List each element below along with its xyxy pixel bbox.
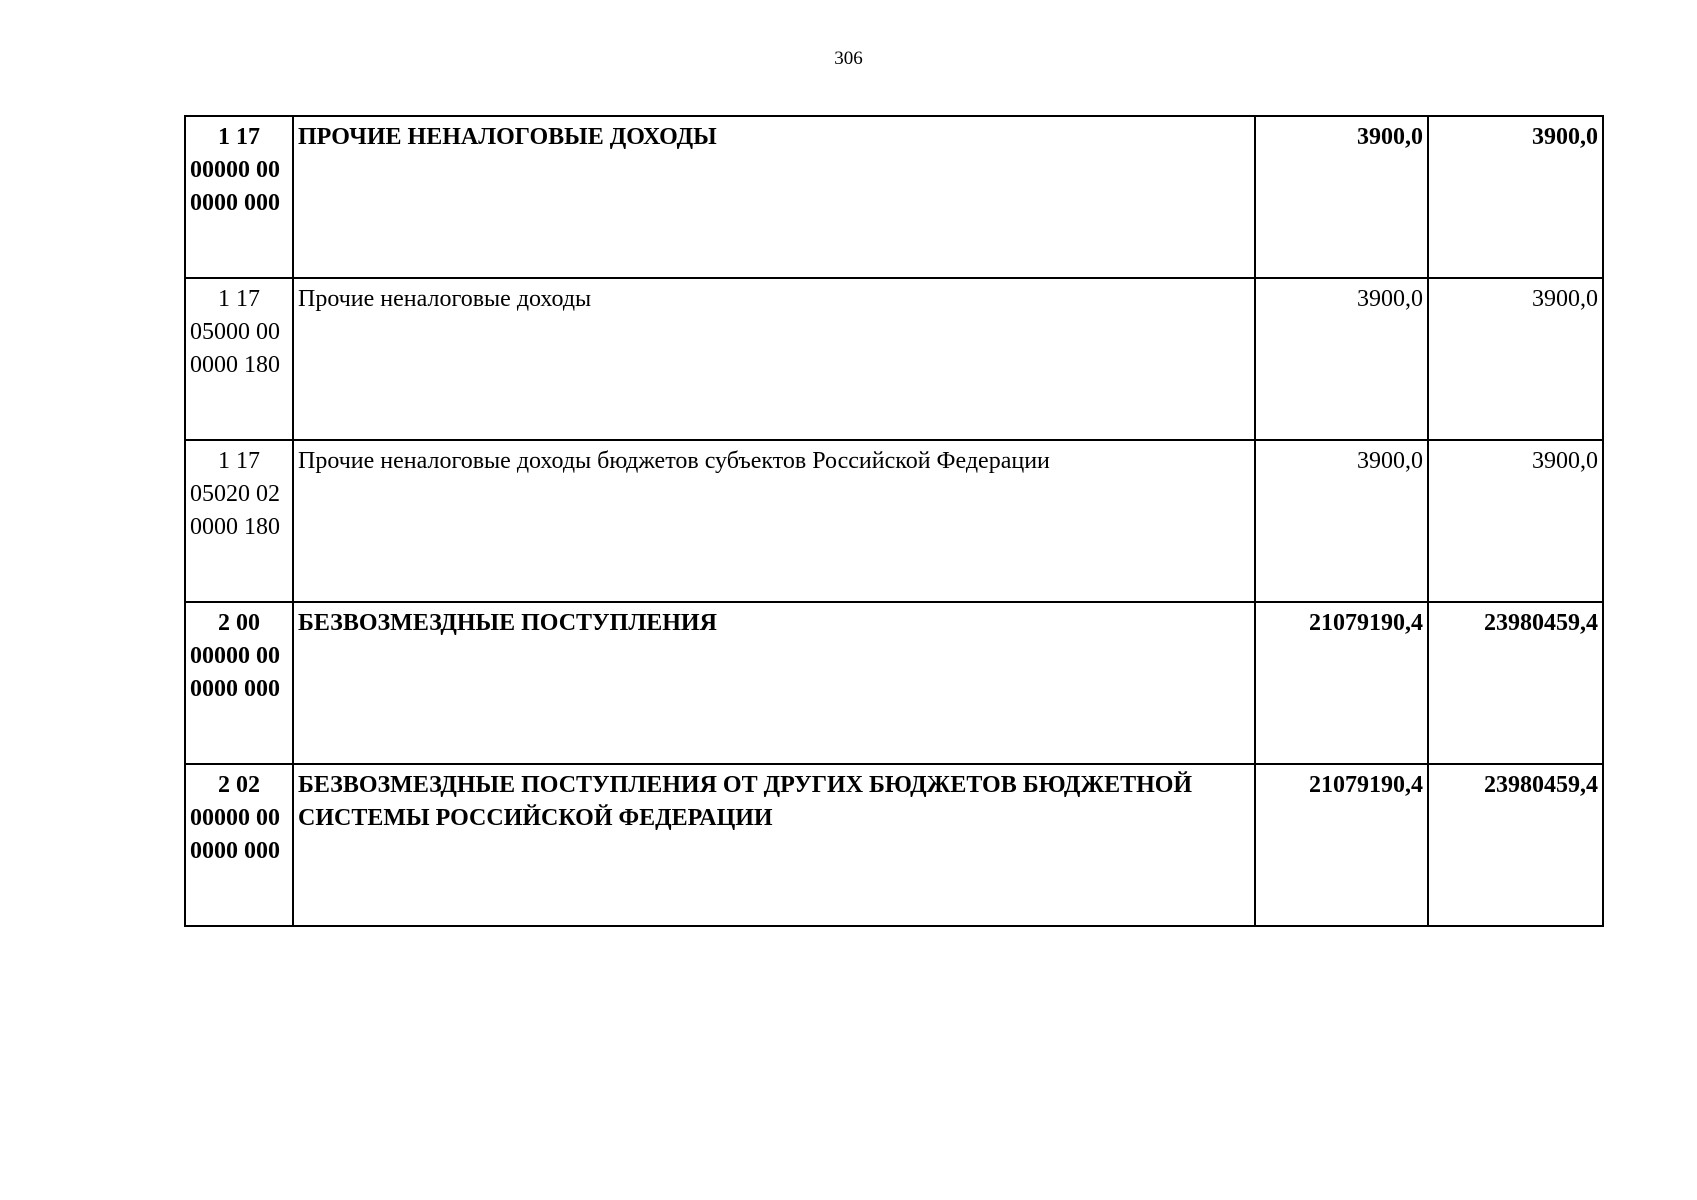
amount-cell-1: 21079190,4 xyxy=(1255,602,1428,764)
revenue-name-cell: БЕЗВОЗМЕЗДНЫЕ ПОСТУПЛЕНИЯ xyxy=(293,602,1255,764)
budget-code-line: 0000 180 xyxy=(190,352,280,378)
budget-revenue-table xyxy=(184,115,1604,927)
table-row xyxy=(185,278,1603,440)
budget-code-line: 0000 000 xyxy=(190,838,280,864)
budget-code-cell xyxy=(185,602,293,764)
page-number: 306 xyxy=(834,48,863,69)
budget-code-cell xyxy=(185,278,293,440)
budget-code-cell xyxy=(185,440,293,602)
amount-cell-2: 3900,0 xyxy=(1428,116,1603,278)
table-row xyxy=(185,764,1603,926)
table-row xyxy=(185,602,1603,764)
budget-code-cell xyxy=(185,116,293,278)
budget-code-line: 1 17 xyxy=(218,448,260,474)
amount-cell-1: 21079190,4 xyxy=(1255,764,1428,926)
table-row xyxy=(185,116,1603,278)
revenue-name-cell: Прочие неналоговые доходы xyxy=(293,278,1255,440)
revenue-name-cell: БЕЗВОЗМЕЗДНЫЕ ПОСТУПЛЕНИЯ ОТ ДРУГИХ БЮДЖЕТОВ БЮДЖЕТНОЙ СИСТЕМЫ РОССИЙСКОЙ ФЕДЕРАЦИИ xyxy=(293,764,1255,926)
amount-cell-2: 3900,0 xyxy=(1428,440,1603,602)
revenue-name-cell: Прочие неналоговые доходы бюджетов субъектов Российской Федерации xyxy=(293,440,1255,602)
budget-code-line: 00000 00 xyxy=(190,157,280,183)
amount-cell-1: 3900,0 xyxy=(1255,278,1428,440)
budget-code-line: 2 02 xyxy=(218,772,260,798)
budget-code-line: 05000 00 xyxy=(190,319,280,345)
budget-code-line: 0000 000 xyxy=(190,676,280,702)
amount-cell-1: 3900,0 xyxy=(1255,440,1428,602)
budget-code-line: 00000 00 xyxy=(190,805,280,831)
budget-code-line: 1 17 xyxy=(218,124,260,150)
amount-cell-2: 3900,0 xyxy=(1428,278,1603,440)
revenue-name-cell: ПРОЧИЕ НЕНАЛОГОВЫЕ ДОХОДЫ xyxy=(293,116,1255,278)
budget-code-line: 0000 000 xyxy=(190,190,280,216)
amount-cell-2: 23980459,4 xyxy=(1428,764,1603,926)
budget-code-line: 05020 02 xyxy=(190,481,280,507)
budget-code-cell xyxy=(185,764,293,926)
budget-code-line: 1 17 xyxy=(218,286,260,312)
budget-code-line: 0000 180 xyxy=(190,514,280,540)
budget-code-line: 00000 00 xyxy=(190,643,280,669)
table-row xyxy=(185,440,1603,602)
budget-code-line: 2 00 xyxy=(218,610,260,636)
amount-cell-1: 3900,0 xyxy=(1255,116,1428,278)
amount-cell-2: 23980459,4 xyxy=(1428,602,1603,764)
